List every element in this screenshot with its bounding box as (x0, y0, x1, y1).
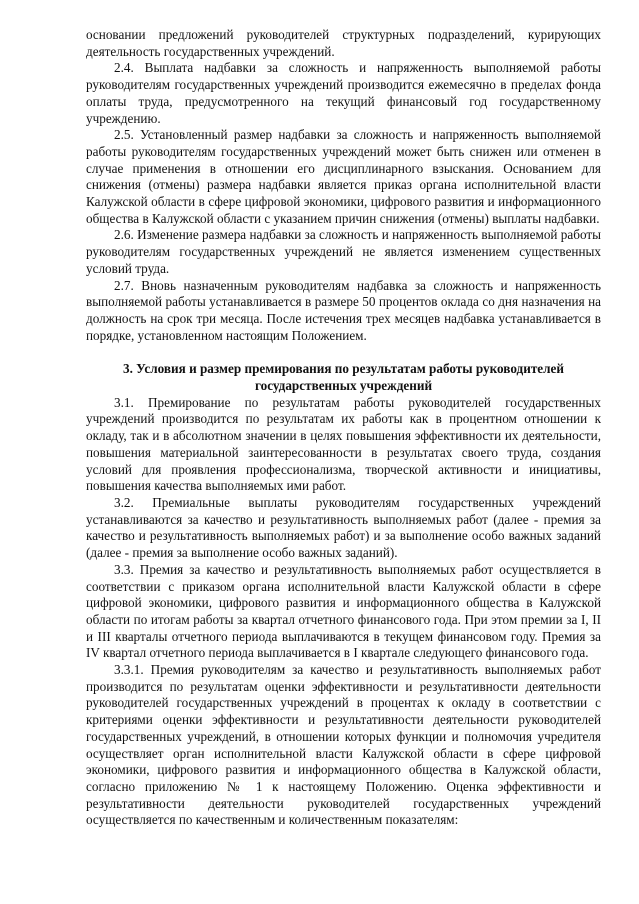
paragraph-continuation: основании предложений руководителей структурных подразделений, курирующих деятельность государственных учреждений. (86, 27, 601, 59)
paragraph-2-5: 2.5. Установленный размер надбавки за сложность и напряженность выполняемой работы руководителям государственных учреждений может быть снижен или отменен в случае применения в отношении его дисциплинарного взыскания. Основанием для снижения (отмены) размера надбавки является приказ органа исполнительной власти Калужской области в сфере цифровой экономики, цифрового развития и информационного общества в Калужской области с указанием причин снижения (отмены) выплаты надбавки. (86, 127, 601, 226)
section-spacer (86, 344, 601, 361)
paragraph-3-3: 3.3. Премия за качество и результативность выполняемых работ осуществляется в соответствии с приказом органа исполнительной власти Калужской области в сфере цифровой экономики, цифрового развития и информационного общества в Калужской области по итогам работы за квартал отчетного финансового года. При этом премии за I, II и III кварталы отчетного периода выплачиваются в текущем финансовом году. Премия за IV квартал отчетного периода выплачивается в I квартале следующего финансового года. (86, 561, 601, 661)
paragraph-3-1: 3.1. Премирование по результатам работы руководителей государственных учреждений производится по результатам их работы как в процентном отношении к окладу, так и в абсолютном значении в целях повышения эффективности их деятельности, повышения материальной заинтересованности в результатах своего труда, создания условий для проявления профессионализма, творческой активности и инициативы, повышения качества выполняемых ими работ. (86, 394, 601, 494)
paragraph-2-7: 2.7. Вновь назначенным руководителям надбавка за сложность и напряженность выполняемой работы устанавливается в размере 50 процентов оклада со дня назначения на должность на срок три месяца. После истечения трех месяцев надбавка устанавливается в порядке, установленном настоящим Положением. (86, 277, 601, 343)
paragraph-2-6: 2.6. Изменение размера надбавки за сложность и напряженность выполняемой работы руководителям государственных учреждений не является изменением существенных условий труда. (86, 227, 601, 276)
paragraph-2-4: 2.4. Выплата надбавки за сложность и напряженность выполняемой работы руководителям государственных учреждений производится ежемесячно в пределах фонда оплаты труда, предусмотренного на текущий финансовый год государственному учреждению. (86, 60, 601, 126)
paragraph-3-2: 3.2. Премиальные выплаты руководителям государственных учреждений устанавливаются за качество и результативность выполняемых работ (далее - премия за качество и результативность выполняемых работ) и за выполнение особо важных заданий (далее - премия за выполнение особо важных заданий). (86, 494, 601, 561)
section-3-heading (86, 361, 601, 394)
paragraph-3-3-1: 3.3.1. Премия руководителям за качество и результативность выполняемых работ производится по результатам оценки эффективности и результативности деятельности руководителей государственных учреждений в процентах к окладу в соответствии с критериями оценки эффективности и результативности деятельности руководителей государственных учреждений, в отношении которых функции и полномочия учредителя осуществляет орган исполнительной власти Калужской области в сфере цифровой экономики, цифрового развития и информационного общества в Калужской области, согласно приложению № 1 к настоящему Положению. Оценка эффективности и результативности деятельности руководителей государственных учреждений осуществляется по качественным и количественным показателям: (86, 662, 601, 828)
section-3-heading-line-2: государственных учреждений (254, 378, 433, 394)
section-3-heading-line-1: 3. Условия и размер премирования по результатам работы руководителей (122, 361, 565, 377)
